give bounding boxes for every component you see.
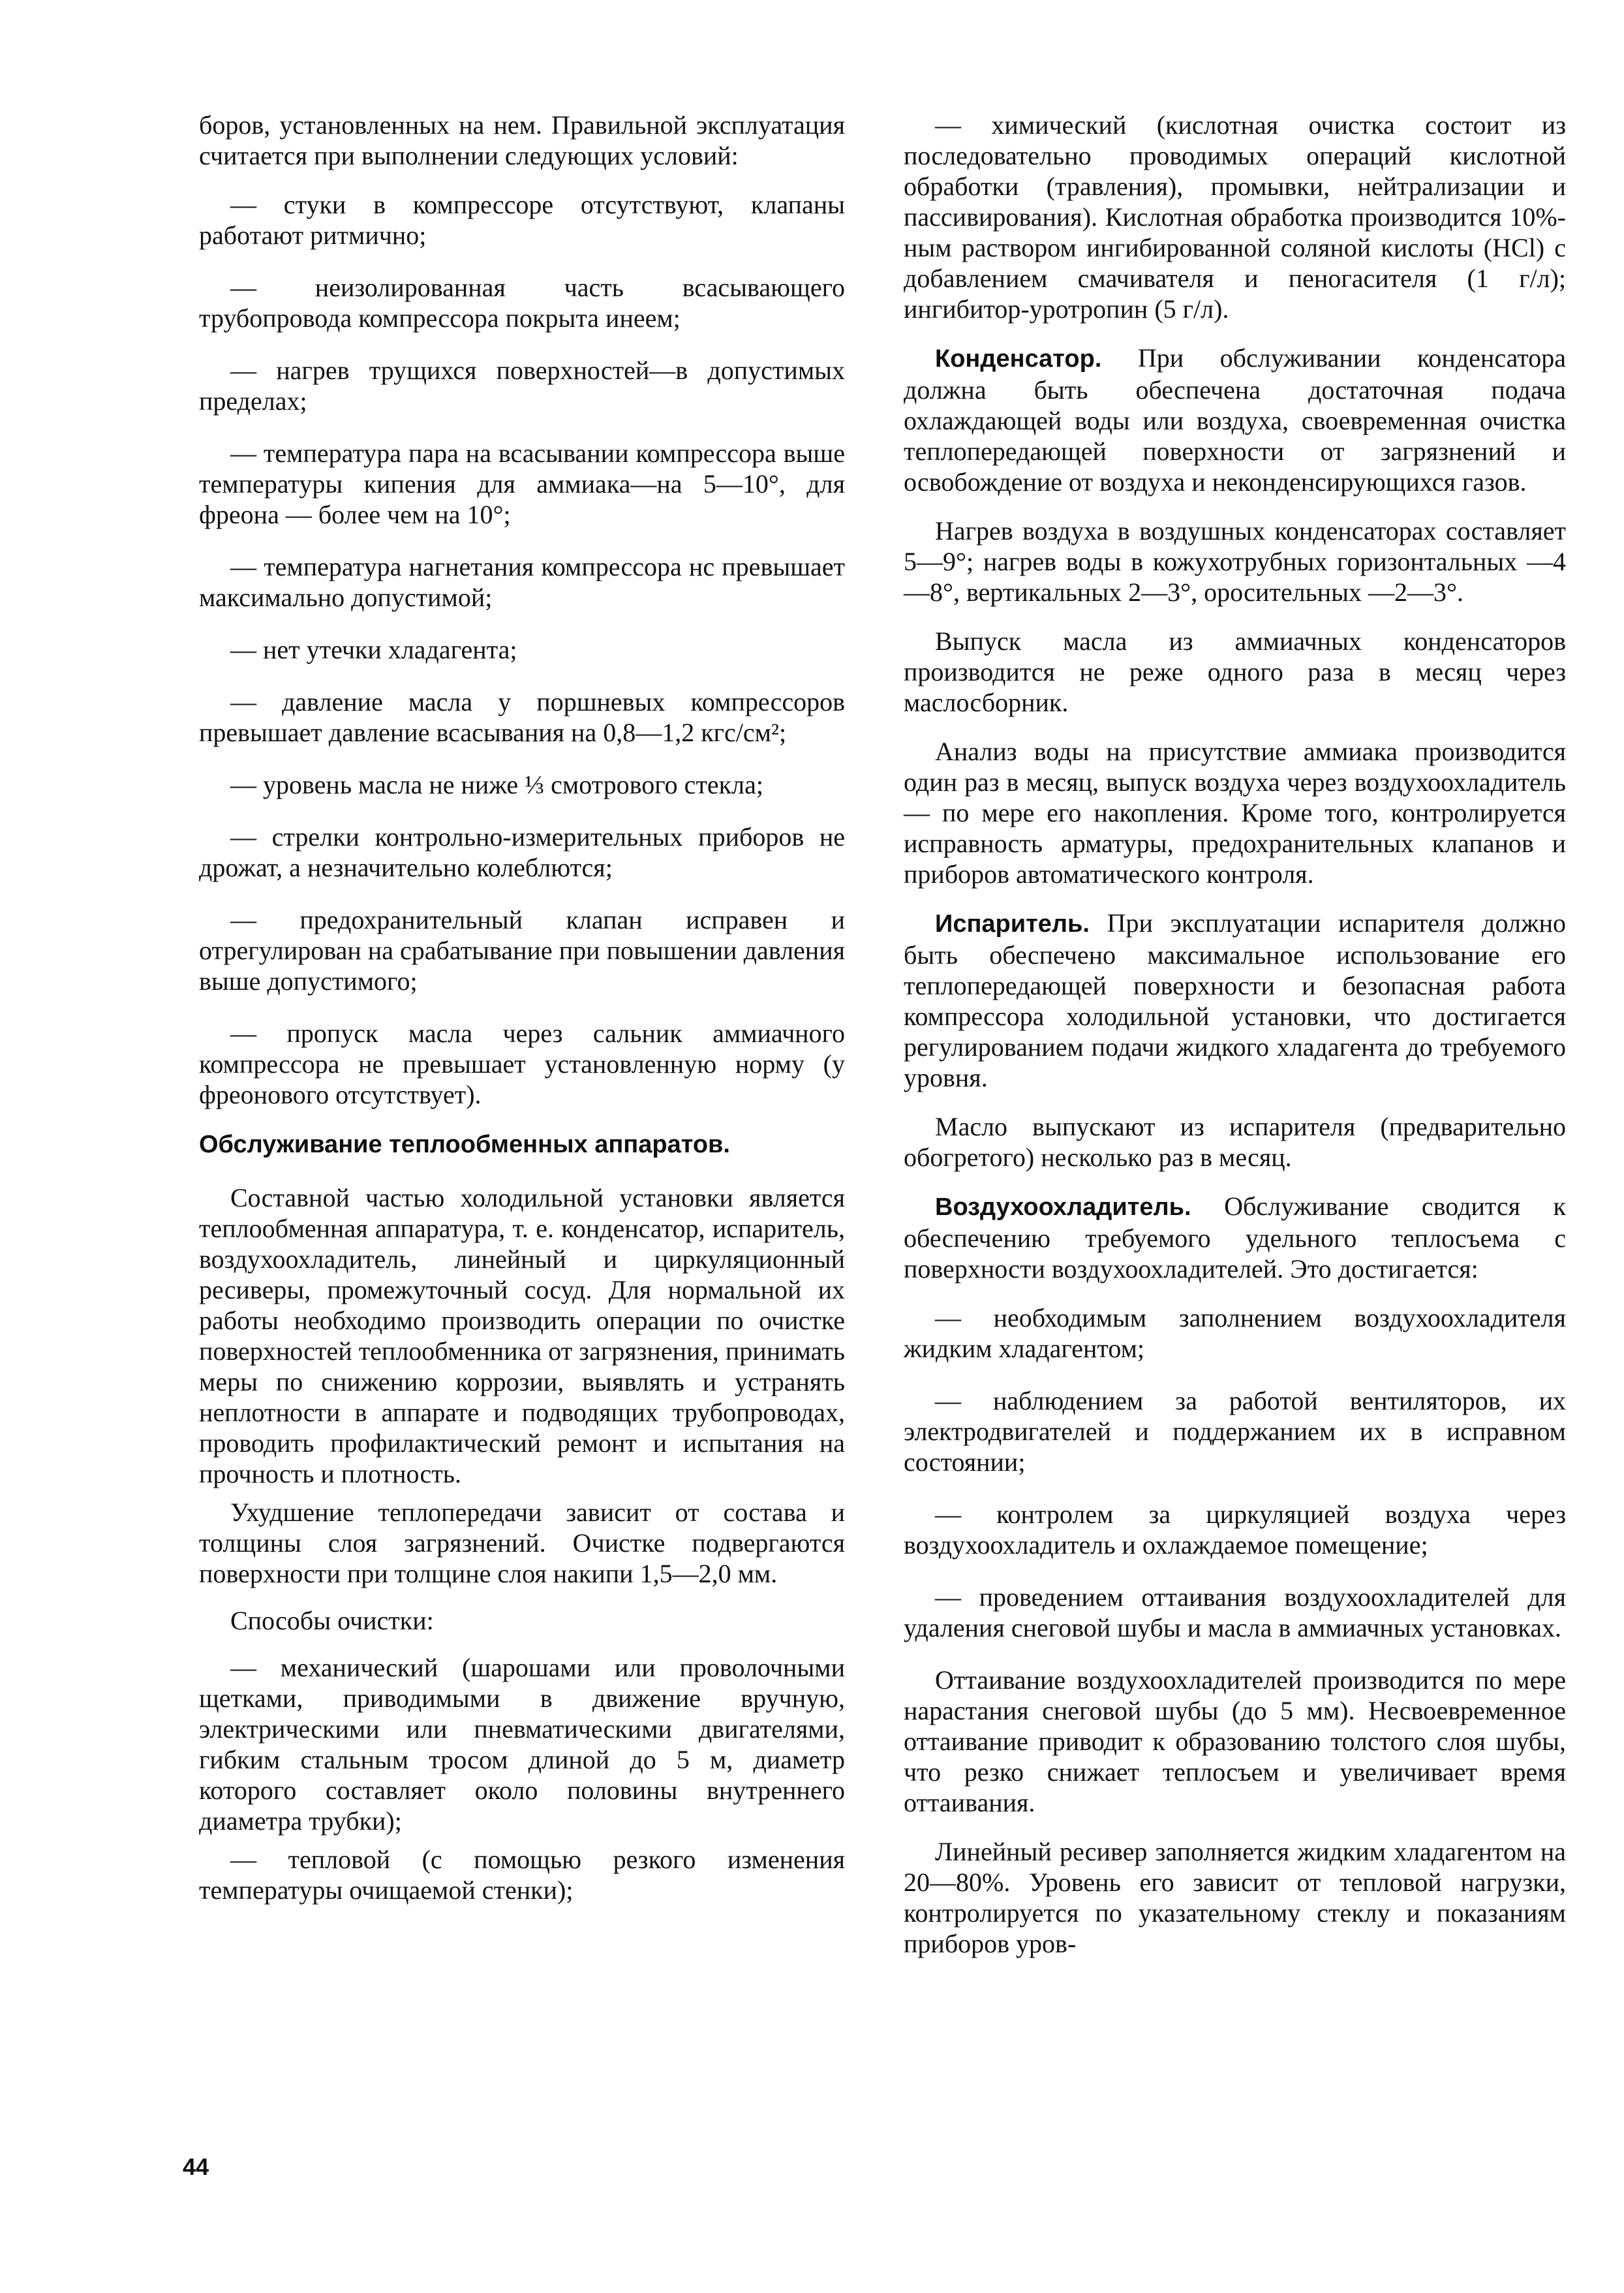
method-mechanical: — механический (шарошами или проволочными щетками, приводимыми в движение вручную, электрическими или пневматическими двигателями, гибким стальным тросом длиной до 5 м, диаметр которого составляет около половины внутреннего диаметра трубки);	[199, 1653, 845, 1836]
receiver-paragraph: Линейный ресивер заполняется жидким хладагентом на 20—80%. Уровень его зависит от тепловой нагрузки, контролируется по указательному стеклу и показаниям приборов уров-	[904, 1837, 1566, 1958]
air-heating-paragraph: Нагрев воздуха в воздушных конденсаторах составляет 5—9°; нагрев воды в кожухотрубных горизонтальных —4—8°, вертикальных 2—3°, оросительных —2—3°.	[904, 516, 1566, 607]
air-cooler-item: — необходимым заполнением воздухоохладителя жидким хладагентом;	[904, 1303, 1566, 1363]
air-cooler-heading: Воздухоохладитель.	[935, 1193, 1191, 1221]
condition-item: — неизолированная часть всасывающего трубопровода компрессора покрыта инеем;	[199, 273, 845, 333]
evaporator-text: При эксплуатации испарителя должно быть обеспечено максимальное использование его теплопередающей поверхности и безопасная работа компрессора холодильной установки, что достигается регулированием подачи жидкого хладагента до требуемого уровня.	[904, 908, 1566, 1092]
condition-item: — предохранительный клапан исправен и отрегулирован на срабатывание при повышении давления выше допустимого;	[199, 905, 845, 996]
method-thermal: — тепловой (с помощью резкого изменения температуры очищаемой стенки);	[199, 1845, 845, 1905]
method-chemical: — химический (кислотная очистка состоит из последовательно проводимых операций кислотной обработки (травления), промывки, нейтрализации и пассивирования). Кислотная обработка производится 10%-ным раствором ингибированной соляной кислоты (HCl) с добавлением смачивателя и пеногасителя (1 г/л); ингибитор-уротропин (5 г/л).	[904, 110, 1566, 324]
condenser-paragraph	[904, 343, 1566, 497]
defrost-paragraph: Оттаивание воздухоохладителей производится по мере нарастания снеговой шубы (до 5 мм). Несвоевременное оттаивание приводит к образованию толстого слоя шубы, что резко снижает теплосъем и увеличивает время оттаивания.	[904, 1665, 1566, 1817]
condition-item: — температура пара на всасывании компрессора выше температуры кипения для аммиака—на 5—10°, для фреона — более чем на 10°;	[199, 439, 845, 529]
evaporator-paragraph	[904, 908, 1566, 1093]
air-cooler-item: — контролем за циркуляцией воздуха через воздухоохладитель и охлаждаемое помещение;	[904, 1500, 1566, 1560]
air-cooler-item: — наблюдением за работой вентиляторов, их электродвигателей и поддержанием их в исправном состоянии;	[904, 1386, 1566, 1477]
air-cooler-paragraph	[904, 1191, 1566, 1284]
conditions-list	[199, 189, 845, 1110]
condition-item: — стуки в компрессоре отсутствуют, клапаны работают ритмично;	[199, 190, 845, 250]
right-column	[904, 110, 1566, 1975]
cleaning-methods-label: Способы очистки:	[230, 1606, 434, 1635]
oil-evaporator-paragraph: Масло выпускают из испарителя (предварительно обогретого) несколько раз в месяц.	[904, 1112, 1566, 1172]
oil-release-paragraph: Выпуск масла из аммиачных конденсаторов производится не реже одного раза в месяц через маслосборник.	[904, 626, 1566, 717]
condition-item: — стрелки контрольно-измерительных приборов не дрожат, а незначительно колеблются;	[199, 822, 845, 882]
condition-item: — пропуск масла через сальник аммиачного компрессора не превышает установленную норму (у фреонового отсутствует).	[199, 1019, 845, 1109]
condition-item: — давление масла у поршневых компрессоров превышает давление всасывания на 0,8—1,2 кгс/см²;	[199, 687, 845, 747]
condition-item: — нет утечки хладагента;	[230, 635, 517, 664]
condenser-text: При обслуживании конденсатора должна быть обеспечена достаточная подача охлаждающей воды или воздуха, своевременная очистка теплопередающей поверхности от загрязнений и освобождение от воздуха и неконденсирующихся газов.	[904, 343, 1566, 497]
condition-item: — уровень масла не ниже ⅓ смотрового стекла;	[230, 770, 763, 799]
page-number: 44	[183, 2153, 209, 2180]
air-cooler-list	[904, 1302, 1566, 1643]
air-cooler-item: — проведением оттаивания воздухоохладителей для удаления снеговой шубы и масла в аммиачных установках.	[904, 1582, 1566, 1642]
condition-item: — нагрев трущихся поверхностей—в допустимых пределах;	[199, 356, 845, 416]
heat-transfer-paragraph: Ухудшение теплопередачи зависит от состава и толщины слоя загрязнений. Очистке подвергаются поверхности при толщине слоя накипи 1,5—2,0 мм.	[199, 1498, 845, 1588]
intro-paragraph: боров, установленных на нем. Правильной эксплуатация считается при выполнении следующих условий:	[199, 110, 845, 170]
condition-item: — температура нагнетания компрессора нс превышает максимально допустимой;	[199, 552, 845, 612]
water-analysis-paragraph: Анализ воды на присутствие аммиака производится один раз в месяц, выпуск воздуха через воздухоохладитель — по мере его накопления. Кроме того, контролируется исправность арматуры, предохранительных клапанов и приборов автоматического контроля.	[904, 737, 1566, 889]
section-heading: Обслуживание теплообменных аппаратов.	[199, 1131, 730, 1158]
air-cooler-text: Обслуживание сводится к обеспечению требуемого удельного теплосъема с поверхности воздухоохладителей. Это достигается:	[904, 1192, 1566, 1284]
components-paragraph: Составной частью холодильной установки является теплообменная аппаратура, т. е. конденсатор, испаритель, воздухоохладитель, линейный и циркуляционный ресиверы, промежуточный сосуд. Для нормальной их работы необходимо производить операции по очистке поверхностей теплообменника от загрязнения, принимать меры по снижению коррозии, выявлять и устранять неплотности в аппарате и подводящих трубопроводах, проводить профилактический ремонт и испытания на прочность и плотность.	[199, 1183, 845, 1488]
condenser-heading: Конденсатор.	[935, 345, 1102, 373]
evaporator-heading: Испаритель.	[935, 910, 1090, 938]
left-column	[199, 110, 845, 1922]
